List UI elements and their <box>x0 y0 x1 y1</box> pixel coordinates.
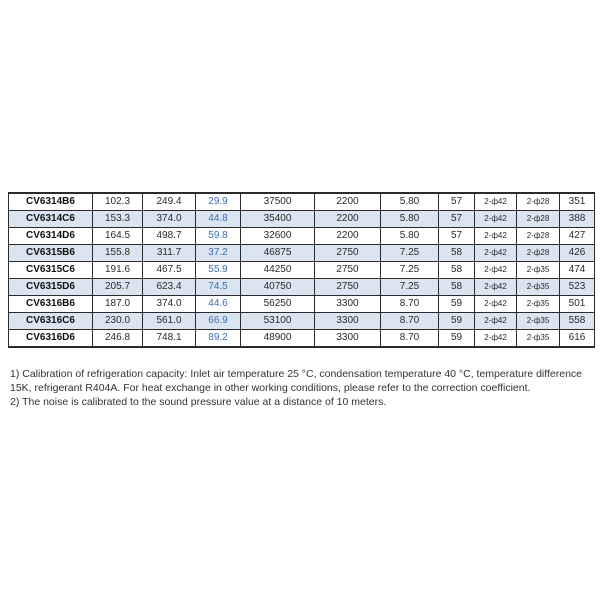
cell-model: CV6314C6 <box>9 211 93 228</box>
table-row <box>9 313 595 330</box>
cell-fan-speed: 2750 <box>315 262 381 279</box>
cell-model: CV6314D6 <box>9 228 93 245</box>
cell-air-volume: 53100 <box>241 313 315 330</box>
spec-table-body <box>9 193 595 347</box>
cell-air-volume-ratio: 55.9 <box>196 262 241 279</box>
cell-outlet-pipe: 2-ф28 <box>517 245 560 262</box>
cell-fan-speed: 3300 <box>315 296 381 313</box>
cell-power: 7.25 <box>381 262 439 279</box>
cell-outlet-pipe: 2-ф35 <box>517 296 560 313</box>
table-row <box>9 228 595 245</box>
cell-inlet-pipe: 2-ф42 <box>475 245 517 262</box>
cell-inlet-pipe: 2-ф42 <box>475 211 517 228</box>
cell-fan-speed: 2750 <box>315 245 381 262</box>
table-row <box>9 279 595 296</box>
cell-air-flow: 374.0 <box>143 211 196 228</box>
cell-capacity: 205.7 <box>93 279 143 296</box>
cell-power: 8.70 <box>381 330 439 348</box>
cell-noise: 57 <box>439 193 475 211</box>
cell-weight: 523 <box>560 279 595 296</box>
cell-inlet-pipe: 2-ф42 <box>475 296 517 313</box>
cell-model: CV6316B6 <box>9 296 93 313</box>
cell-weight: 427 <box>560 228 595 245</box>
cell-model: CV6314B6 <box>9 193 93 211</box>
cell-fan-speed: 2750 <box>315 279 381 296</box>
table-row <box>9 330 595 348</box>
table-row <box>9 211 595 228</box>
cell-capacity: 246.8 <box>93 330 143 348</box>
cell-inlet-pipe: 2-ф42 <box>475 279 517 296</box>
cell-air-flow: 249.4 <box>143 193 196 211</box>
cell-inlet-pipe: 2-ф42 <box>475 330 517 348</box>
cell-air-volume: 56250 <box>241 296 315 313</box>
table-row <box>9 296 595 313</box>
cell-power: 8.70 <box>381 296 439 313</box>
cell-noise: 59 <box>439 330 475 348</box>
cell-outlet-pipe: 2-ф28 <box>517 193 560 211</box>
cell-power: 8.70 <box>381 313 439 330</box>
cell-air-volume: 32600 <box>241 228 315 245</box>
cell-model: CV6316C6 <box>9 313 93 330</box>
cell-fan-speed: 3300 <box>315 330 381 348</box>
cell-fan-speed: 2200 <box>315 193 381 211</box>
footnote-noise: 2) The noise is calibrated to the sound pressure value at a distance of 10 meters. <box>10 396 387 408</box>
cell-weight: 474 <box>560 262 595 279</box>
cell-inlet-pipe: 2-ф42 <box>475 228 517 245</box>
cell-inlet-pipe: 2-ф42 <box>475 262 517 279</box>
cell-inlet-pipe: 2-ф42 <box>475 193 517 211</box>
cell-fan-speed: 2200 <box>315 211 381 228</box>
cell-air-volume-ratio: 66.9 <box>196 313 241 330</box>
cell-weight: 388 <box>560 211 595 228</box>
cell-capacity: 153.3 <box>93 211 143 228</box>
footnotes <box>10 367 596 409</box>
cell-noise: 58 <box>439 245 475 262</box>
cell-outlet-pipe: 2-ф28 <box>517 211 560 228</box>
cell-model: CV6315C6 <box>9 262 93 279</box>
cell-air-volume-ratio: 74.5 <box>196 279 241 296</box>
cell-air-flow: 561.0 <box>143 313 196 330</box>
footnote-calibration: 1) Calibration of refrigeration capacity: Inlet air temperature 25 °C, condensation temperature 40 °C, temperature difference 15K, refrigerant R404A. For heat exchange in other working conditions, please refer to the correction coefficient. <box>10 368 583 394</box>
cell-air-flow: 311.7 <box>143 245 196 262</box>
cell-power: 5.80 <box>381 211 439 228</box>
cell-noise: 59 <box>439 313 475 330</box>
cell-air-volume: 48900 <box>241 330 315 348</box>
cell-air-flow: 374.0 <box>143 296 196 313</box>
cell-outlet-pipe: 2-ф35 <box>517 262 560 279</box>
cell-capacity: 191.6 <box>93 262 143 279</box>
cell-air-volume-ratio: 59.8 <box>196 228 241 245</box>
table-row <box>9 262 595 279</box>
cell-air-volume-ratio: 29.9 <box>196 193 241 211</box>
cell-air-flow: 623.4 <box>143 279 196 296</box>
cell-noise: 58 <box>439 262 475 279</box>
cell-air-volume-ratio: 44.8 <box>196 211 241 228</box>
cell-outlet-pipe: 2-ф35 <box>517 279 560 296</box>
cell-model: CV6315D6 <box>9 279 93 296</box>
cell-air-volume: 35400 <box>241 211 315 228</box>
cell-capacity: 230.0 <box>93 313 143 330</box>
cell-weight: 558 <box>560 313 595 330</box>
cell-fan-speed: 2200 <box>315 228 381 245</box>
spec-table-container <box>8 192 594 348</box>
cell-weight: 501 <box>560 296 595 313</box>
cell-air-volume-ratio: 37.2 <box>196 245 241 262</box>
cell-capacity: 187.0 <box>93 296 143 313</box>
spec-table <box>8 192 595 348</box>
cell-weight: 426 <box>560 245 595 262</box>
table-row <box>9 245 595 262</box>
cell-noise: 57 <box>439 211 475 228</box>
cell-outlet-pipe: 2-ф35 <box>517 313 560 330</box>
cell-air-volume-ratio: 89.2 <box>196 330 241 348</box>
cell-noise: 59 <box>439 296 475 313</box>
cell-air-flow: 467.5 <box>143 262 196 279</box>
cell-air-volume: 44250 <box>241 262 315 279</box>
cell-capacity: 164.5 <box>93 228 143 245</box>
cell-air-flow: 748.1 <box>143 330 196 348</box>
cell-air-volume-ratio: 44.6 <box>196 296 241 313</box>
cell-power: 7.25 <box>381 279 439 296</box>
cell-noise: 57 <box>439 228 475 245</box>
cell-outlet-pipe: 2-ф28 <box>517 228 560 245</box>
cell-air-volume: 40750 <box>241 279 315 296</box>
cell-power: 7.25 <box>381 245 439 262</box>
cell-capacity: 155.8 <box>93 245 143 262</box>
cell-weight: 616 <box>560 330 595 348</box>
cell-air-volume: 46875 <box>241 245 315 262</box>
cell-noise: 58 <box>439 279 475 296</box>
cell-inlet-pipe: 2-ф42 <box>475 313 517 330</box>
cell-outlet-pipe: 2-ф35 <box>517 330 560 348</box>
cell-power: 5.80 <box>381 228 439 245</box>
cell-weight: 351 <box>560 193 595 211</box>
cell-power: 5.80 <box>381 193 439 211</box>
cell-air-flow: 498.7 <box>143 228 196 245</box>
cell-fan-speed: 3300 <box>315 313 381 330</box>
cell-model: CV6316D6 <box>9 330 93 348</box>
cell-capacity: 102.3 <box>93 193 143 211</box>
cell-model: CV6315B6 <box>9 245 93 262</box>
cell-air-volume: 37500 <box>241 193 315 211</box>
table-row <box>9 193 595 211</box>
